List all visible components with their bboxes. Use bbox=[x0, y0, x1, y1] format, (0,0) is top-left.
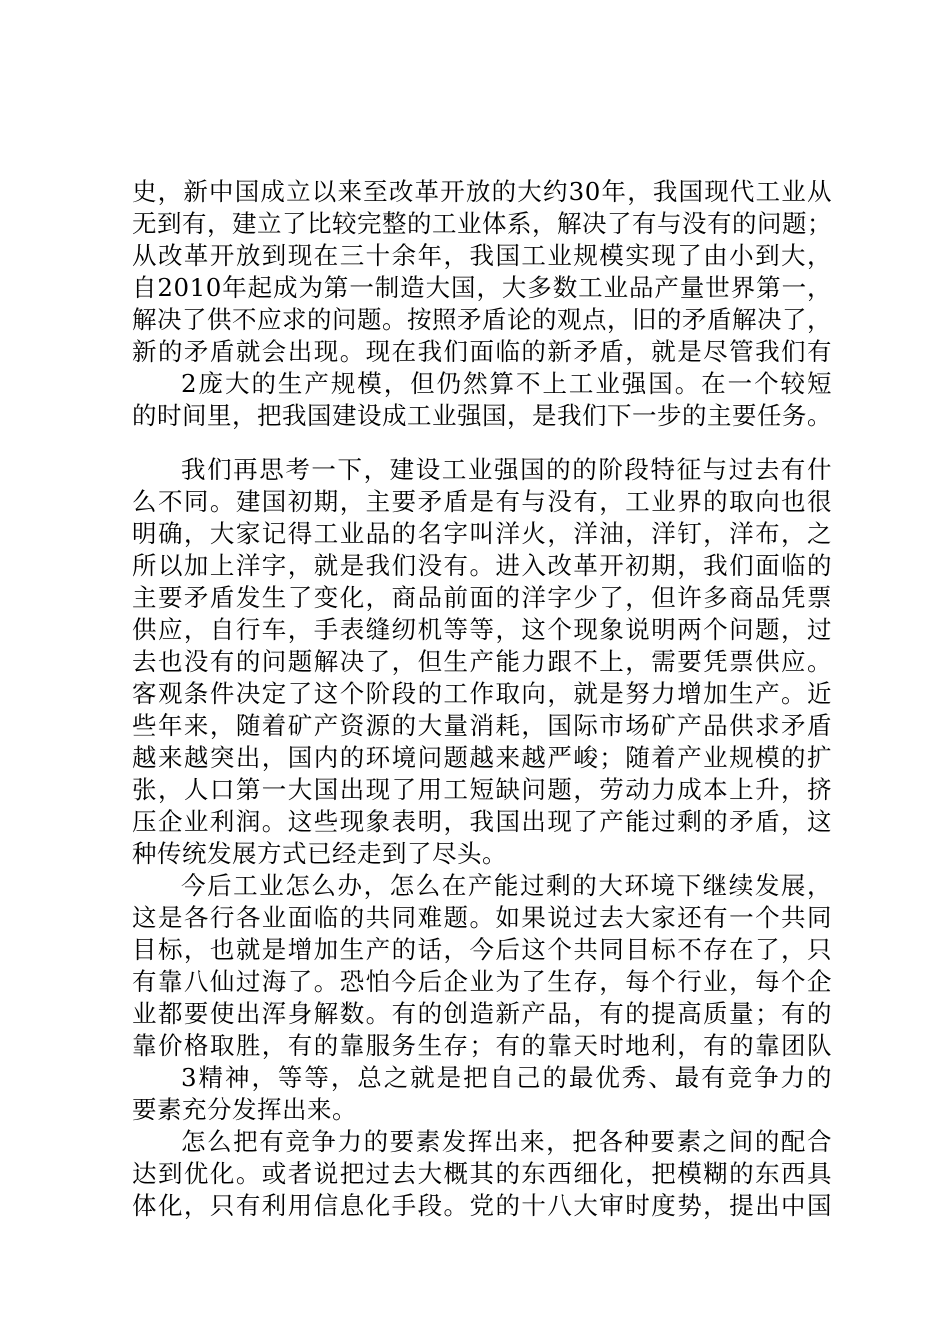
text-line: 靠价格取胜，有的靠服务生存；有的靠天时地利，有的靠团队 bbox=[132, 1031, 832, 1060]
text-line: 体化，只有利用信息化手段。党的十八大审时度势，提出中国 bbox=[132, 1191, 832, 1220]
text-line: 些年来，随着矿产资源的大量消耗，国际市场矿产品供求矛盾 bbox=[132, 711, 832, 740]
text-line: 供应，自行车，手表缝纫机等等，这个现象说明两个问题，过 bbox=[132, 615, 832, 644]
text-line: 主要矛盾发生了变化，商品前面的洋字少了，但许多商品凭票 bbox=[132, 583, 832, 612]
text-line: 客观条件决定了这个阶段的工作取向，就是努力增加生产。近 bbox=[132, 679, 832, 708]
text-line: 业都要使出浑身解数。有的创造新产品，有的提高质量；有的 bbox=[132, 999, 832, 1028]
text-line: 越来越突出，国内的环境问题越来越严峻；随着产业规模的扩 bbox=[132, 743, 832, 772]
text-line: 有靠八仙过海了。恐怕今后企业为了生存，每个行业，每个企 bbox=[132, 967, 832, 996]
text-line: 达到优化。或者说把过去大概其的东西细化，把模糊的东西具 bbox=[132, 1159, 832, 1188]
text-line: 么不同。建国初期，主要矛盾是有与没有，工业界的取向也很 bbox=[132, 487, 832, 516]
text-line: 张，人口第一大国出现了用工短缺问题，劳动力成本上升，挤 bbox=[132, 775, 832, 804]
text-line: 我们再思考一下，建设工业强国的的阶段特征与过去有什 bbox=[181, 455, 832, 484]
text-line: 明确，大家记得工业品的名字叫洋火，洋油，洋钉，洋布，之 bbox=[132, 519, 832, 548]
paragraph-block-2 bbox=[132, 454, 832, 1222]
text-line: 3精神，等等，总之就是把自己的最优秀、最有竞争力的 bbox=[181, 1063, 832, 1092]
text-line: 2庞大的生产规模，但仍然算不上工业强国。在一个较短 bbox=[181, 369, 832, 398]
text-line: 怎么把有竞争力的要素发挥出来，把各种要素之间的配合 bbox=[181, 1127, 832, 1156]
text-line: 目标，也就是增加生产的话，今后这个共同目标不存在了，只 bbox=[132, 935, 832, 964]
text-line: 从改革开放到现在三十余年，我国工业规模实现了由小到大， bbox=[132, 241, 832, 270]
text-line: 所以加上洋字，就是我们没有。进入改革开初期，我们面临的 bbox=[132, 551, 832, 580]
text-line: 种传统发展方式已经走到了尽头。 bbox=[132, 839, 507, 868]
text-line: 这是各行各业面临的共同难题。如果说过去大家还有一个共同 bbox=[132, 903, 832, 932]
text-line: 今后工业怎么办，怎么在产能过剩的大环境下继续发展， bbox=[181, 871, 832, 900]
text-line: 要素充分发挥出来。 bbox=[132, 1095, 357, 1124]
text-line: 压企业利润。这些现象表明，我国出现了产能过剩的矛盾，这 bbox=[132, 807, 832, 836]
text-line: 自2010年起成为第一制造大国，大多数工业品产量世界第一， bbox=[132, 273, 832, 302]
text-line: 解决了供不应求的问题。按照矛盾论的观点，旧的矛盾解决了， bbox=[132, 305, 832, 334]
text-line: 的时间里，把我国建设成工业强国，是我们下一步的主要任务。 bbox=[132, 401, 832, 430]
text-line: 新的矛盾就会出现。现在我们面临的新矛盾，就是尽管我们有 bbox=[132, 337, 832, 366]
paragraph-block-1 bbox=[132, 176, 832, 432]
text-line: 史，新中国成立以来至改革开放的大约30年，我国现代工业从 bbox=[132, 177, 832, 206]
text-line: 去也没有的问题解决了，但生产能力跟不上，需要凭票供应。 bbox=[132, 647, 832, 676]
text-line: 无到有，建立了比较完整的工业体系，解决了有与没有的问题； bbox=[132, 209, 832, 238]
